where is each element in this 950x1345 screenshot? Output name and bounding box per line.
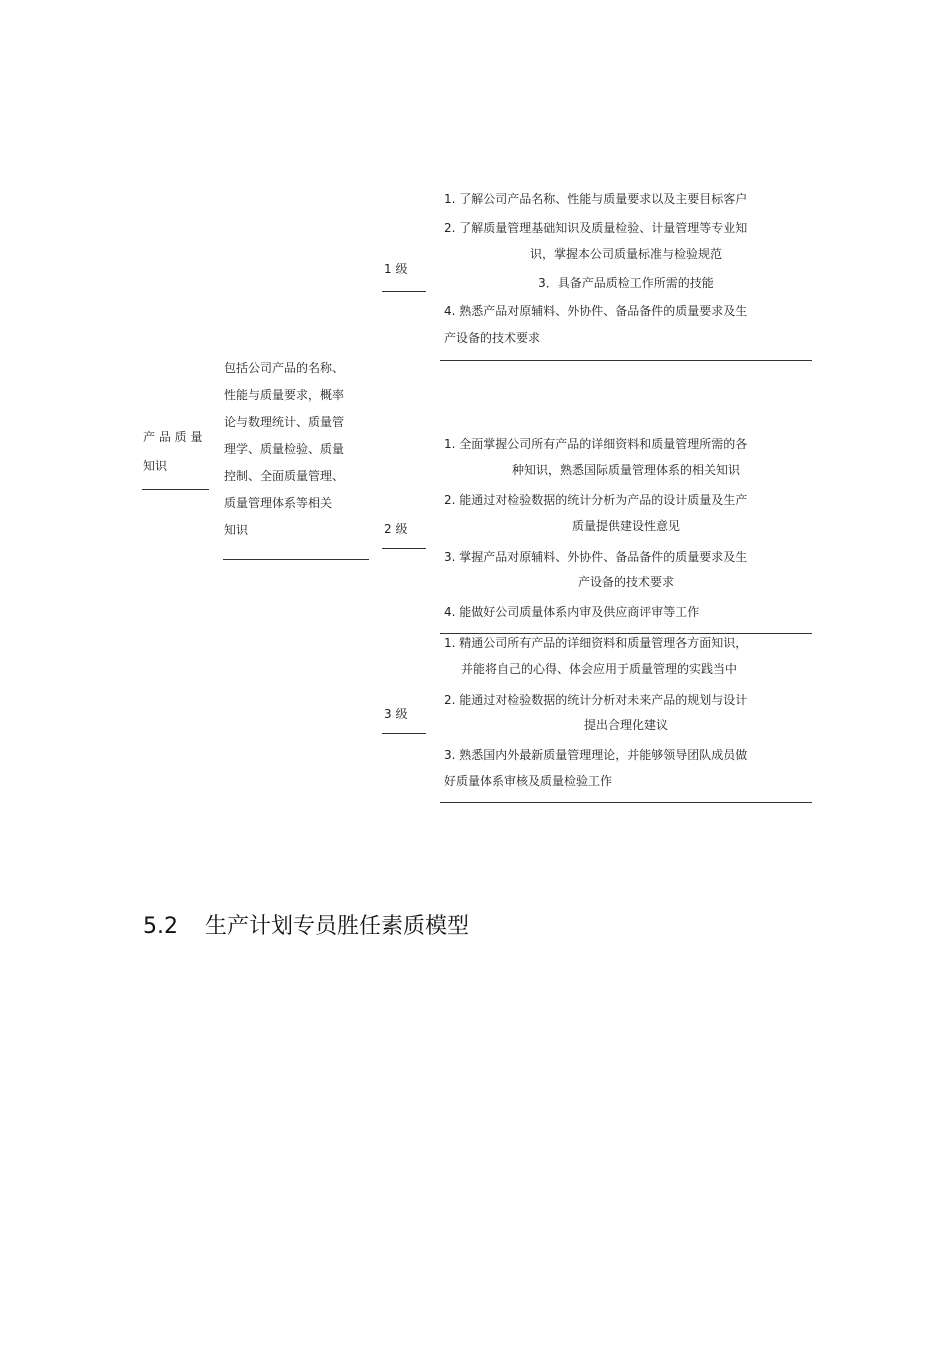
- category-name-line2: 知识: [143, 459, 168, 473]
- level-1-label: 1 级: [384, 262, 408, 276]
- level-2-rule: [382, 548, 426, 549]
- level-3-item-1-line2: 并能将自己的心得、体会应用于质量管理的实践当中: [461, 662, 738, 676]
- level-3-item-1-line1: 1. 精通公司所有产品的详细资料和质量管理各方面知识，: [444, 636, 748, 650]
- description-line: 控制、全面质量管理、: [224, 469, 345, 483]
- section-title: 生产计划专员胜任素质模型: [205, 914, 470, 939]
- category-name-rule: [142, 489, 209, 490]
- level-1-item-3: 3．具备产品质检工作所需的技能: [538, 276, 714, 290]
- level-2-item-3-line1: 3. 掌握产品对原辅料、外协件、备品备件的质量要求及生: [444, 550, 748, 564]
- level-1-item-1: 1. 了解公司产品名称、性能与质量要求以及主要目标客户: [444, 192, 748, 206]
- description-line: 包括公司产品的名称、: [224, 361, 345, 375]
- level-2-item-4: 4. 能做好公司质量体系内审及供应商评审等工作: [444, 605, 700, 619]
- level-1-items-rule: [440, 360, 812, 361]
- section-heading: [143, 911, 469, 943]
- level-2-item-1-line2: 种知识，熟悉国际质量管理体系的相关知识: [511, 463, 740, 477]
- level-3-item-3-line2: 好质量体系审核及质量检验工作: [444, 774, 613, 788]
- description-rule: [223, 559, 369, 560]
- description-line: 性能与质量要求，概率: [224, 388, 345, 402]
- level-3-item-2-line1: 2. 能通过对检验数据的统计分析对未来产品的规划与设计: [444, 693, 748, 707]
- description-line: 质量管理体系等相关: [224, 496, 333, 510]
- level-1-rule: [382, 291, 426, 292]
- level-3-item-3-line1: 3. 熟悉国内外最新质量管理理论，并能够领导团队成员做: [444, 748, 748, 762]
- level-2-item-1-line1: 1. 全面掌握公司所有产品的详细资料和质量管理所需的各: [444, 437, 748, 451]
- category-description: [224, 355, 344, 544]
- level-2-item-2-line2: 质量提供建设性意见: [571, 519, 680, 533]
- level-2-label: 2 级: [384, 522, 408, 536]
- level-2-item-3-line2: 产设备的技术要求: [577, 575, 674, 589]
- description-line: 理学、质量检验、质量: [224, 442, 345, 456]
- level-2-item-2-line1: 2. 能通过对检验数据的统计分析为产品的设计质量及生产: [444, 493, 748, 507]
- level-1-item-4-line2: 产设备的技术要求: [444, 331, 541, 345]
- level-1-item-2-line1: 2. 了解质量管理基础知识及质量检验、计量管理等专业知: [444, 221, 748, 235]
- level-3-item-2-line2: 提出合理化建议: [583, 718, 668, 732]
- description-line: 论与数理统计、质量管: [224, 415, 345, 429]
- level-1-item-2-line2: 识，掌握本公司质量标准与检验规范: [529, 247, 722, 261]
- level-1-item-4-line1: 4. 熟悉产品对原辅料、外协件、备品备件的质量要求及生: [444, 304, 748, 318]
- level-3-items-rule: [440, 802, 812, 803]
- category-name-line1: 产 品 质 量: [143, 430, 203, 444]
- description-line: 知识: [224, 523, 249, 537]
- level-3-rule: [382, 733, 426, 734]
- section-number: 5.2: [143, 914, 178, 939]
- level-3-label: 3 级: [384, 707, 408, 721]
